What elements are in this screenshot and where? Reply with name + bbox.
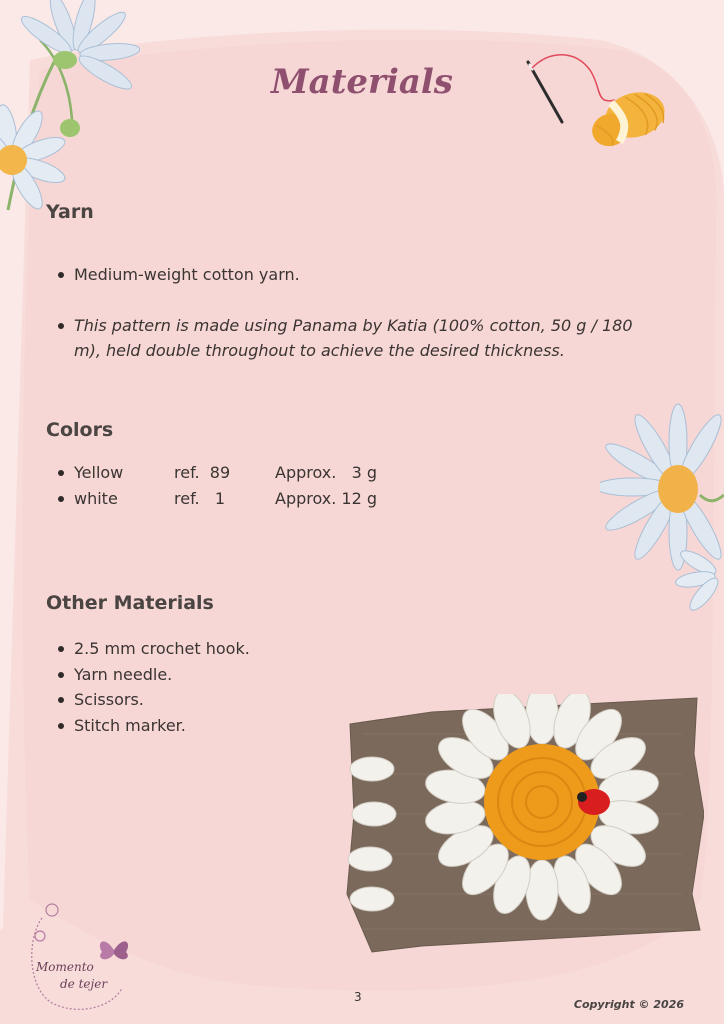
- list-item: Stitch marker.: [56, 713, 250, 739]
- page-number: 3: [354, 990, 362, 1004]
- color-row: [56, 486, 378, 512]
- list-item: Yarn needle.: [56, 662, 250, 688]
- logo: [22, 898, 132, 1016]
- color-ref: ref. 1: [174, 488, 226, 508]
- list-item: Scissors.: [56, 687, 250, 713]
- color-amount: Approx. 3 g: [275, 463, 378, 482]
- color-name: Yellow: [74, 463, 124, 482]
- daisy-flower-icon: [0, 0, 140, 215]
- daisy-flower-icon: [600, 395, 724, 615]
- crochet-daisy-photo: [342, 694, 704, 954]
- color-name: white: [74, 488, 118, 508]
- list-item: 2.5 mm crochet hook.: [56, 636, 250, 662]
- yarn-heading: Yarn: [46, 201, 94, 223]
- yarn-list: [56, 262, 656, 364]
- other-materials-heading: Other Materials: [46, 592, 214, 614]
- page-title: Materials: [271, 62, 453, 102]
- other-materials-list: [56, 636, 250, 738]
- butterfly-icon: [100, 941, 128, 959]
- logo-text: de tejer: [60, 977, 108, 991]
- color-row: [56, 460, 378, 486]
- list-item: Medium-weight cotton yarn.: [56, 262, 656, 288]
- colors-table: [56, 460, 378, 511]
- yarn-ball-icon: [585, 86, 670, 150]
- logo-text: Momento: [36, 960, 94, 974]
- needle-thread-icon: [520, 50, 680, 160]
- copyright: Copyright © 2026: [573, 998, 684, 1011]
- color-ref: ref. 89: [174, 463, 231, 482]
- colors-heading: Colors: [46, 419, 114, 441]
- color-amount: Approx. 12 g: [275, 488, 378, 508]
- list-item: This pattern is made using Panama by Katia (100% cotton, 50 g / 180 m), held double throughout to achieve the desired thickness.: [56, 313, 656, 364]
